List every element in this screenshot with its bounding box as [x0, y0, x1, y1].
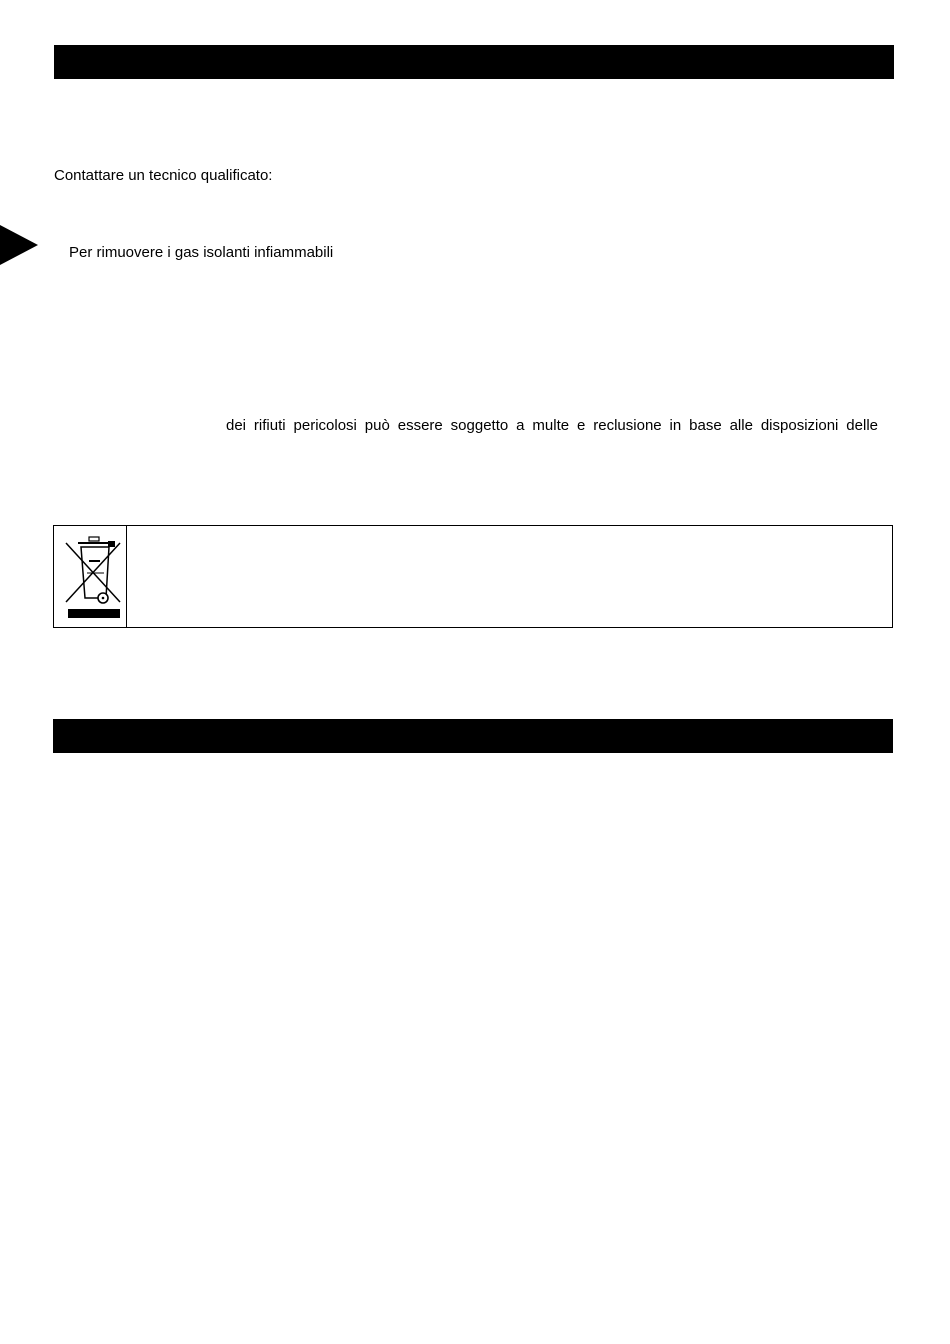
arrow-right-icon — [0, 225, 38, 265]
hazardous-waste-penalty-text: dei rifiuti pericolosi può essere soggetto a multe e reclusione in base alle disposizioni delle — [226, 417, 878, 434]
section-header-bar-top — [54, 45, 894, 79]
weee-disposal-notice-box — [53, 525, 893, 628]
remove-flammable-gas-text: Per rimuovere i gas isolanti infiammabili — [69, 244, 334, 261]
weee-icon-cell — [54, 526, 127, 627]
contact-technician-text: Contattare un tecnico qualificato: — [54, 167, 273, 184]
weee-text-cell — [127, 526, 892, 627]
crossed-out-wheelie-bin-icon — [62, 532, 122, 622]
section-header-bar-bottom — [53, 719, 893, 753]
